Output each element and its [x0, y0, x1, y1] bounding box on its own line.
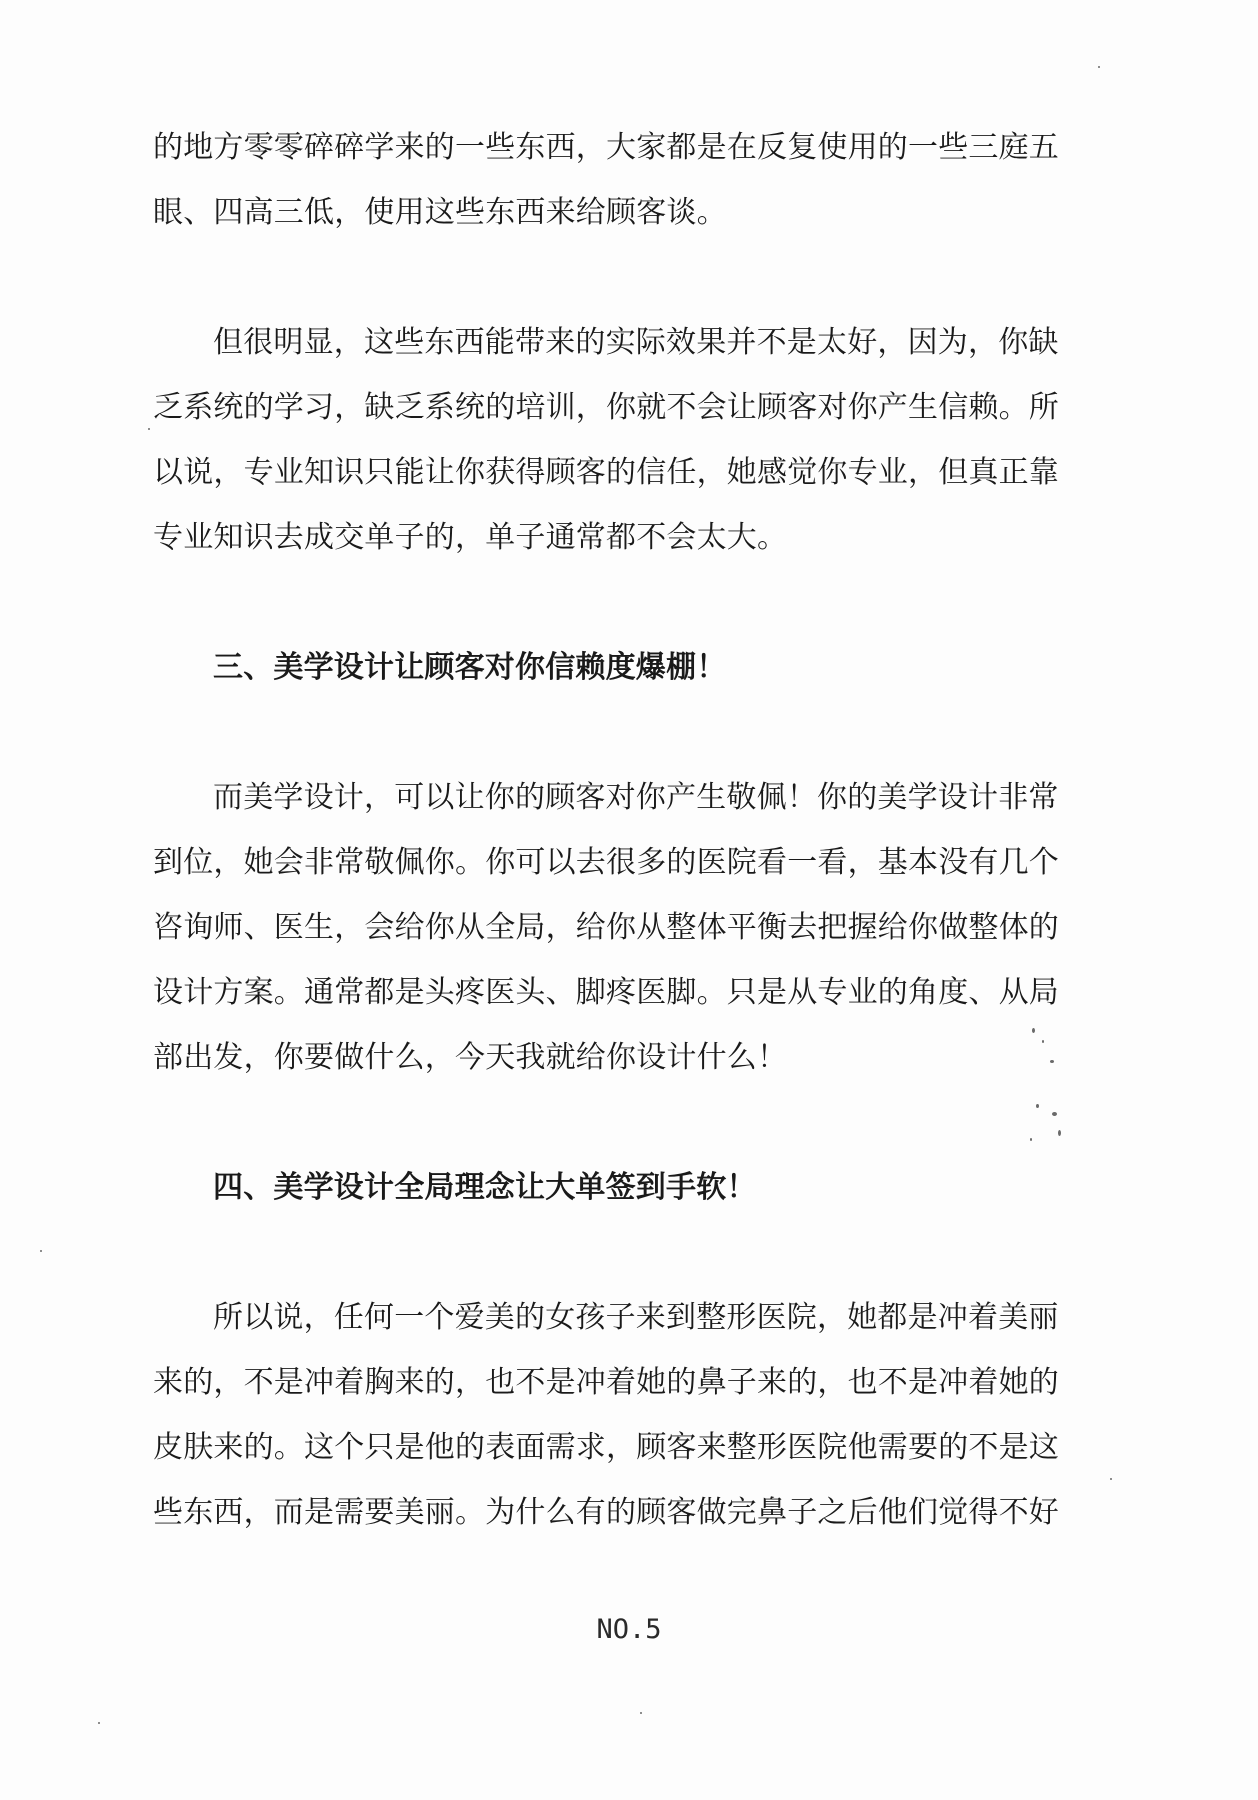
scan-speck — [1036, 1104, 1039, 1108]
paragraph-4-line-4: 些东西，而是需要美丽。为什么有的顾客做完鼻子之后他们觉得不好 — [153, 1495, 1059, 1530]
paragraph-2-line-4: 专业知识去成交单子的，单子通常都不会太大。 — [153, 520, 788, 555]
scan-speck — [98, 1722, 100, 1724]
section-heading-3: 三、美学设计让顾客对你信赖度爆棚！ — [213, 650, 727, 685]
scan-speck — [1032, 1028, 1035, 1033]
paragraph-4-line-3: 皮肤来的。这个只是他的表面需求，顾客来整形医院他需要的不是这 — [153, 1430, 1059, 1465]
scan-speck — [1030, 1138, 1032, 1141]
scan-speck — [148, 428, 150, 430]
scan-speck — [1042, 1040, 1044, 1043]
paragraph-3-line-2: 到位，她会非常敬佩你。你可以去很多的医院看一看，基本没有几个 — [153, 845, 1059, 880]
scan-speck — [1052, 1112, 1057, 1116]
scan-speck — [40, 1250, 42, 1252]
paragraph-3-line-4: 设计方案。通常都是头疼医头、脚疼医脚。只是从专业的角度、从局 — [153, 975, 1059, 1010]
paragraph-2-line-1: 但很明显，这些东西能带来的实际效果并不是太好，因为，你缺 — [213, 325, 1059, 360]
paragraph-4-line-1: 所以说，任何一个爱美的女孩子来到整形医院，她都是冲着美丽 — [213, 1300, 1059, 1335]
section-heading-4: 四、美学设计全局理念让大单签到手软！ — [213, 1170, 757, 1205]
paragraph-4-line-2: 来的，不是冲着胸来的，也不是冲着她的鼻子来的，也不是冲着她的 — [153, 1365, 1059, 1400]
paragraph-3-line-3: 咨询师、医生，会给你从全局，给你从整体平衡去把握给你做整体的 — [153, 910, 1059, 945]
scan-speck — [640, 1712, 642, 1714]
paragraph-3-line-1: 而美学设计，可以让你的顾客对你产生敬佩！你的美学设计非常 — [213, 780, 1059, 815]
paragraph-2-line-2: 乏系统的学习，缺乏系统的培训，你就不会让顾客对你产生信赖。所 — [153, 390, 1059, 425]
paragraph-3-line-5: 部出发，你要做什么，今天我就给你设计什么！ — [153, 1040, 788, 1075]
scan-speck — [1058, 1130, 1061, 1136]
scan-speck — [1110, 1478, 1112, 1480]
scan-speck — [1098, 66, 1100, 68]
paragraph-1-line-2: 眼、四高三低，使用这些东西来给顾客谈。 — [153, 195, 727, 230]
paragraph-1-line-1: 的地方零零碎碎学来的一些东西，大家都是在反复使用的一些三庭五 — [153, 130, 1059, 165]
paragraph-2-line-3: 以说，专业知识只能让你获得顾客的信任，她感觉你专业，但真正靠 — [153, 455, 1059, 490]
page-number: NO.5 — [596, 1614, 662, 1645]
scan-speck — [1050, 1060, 1054, 1063]
